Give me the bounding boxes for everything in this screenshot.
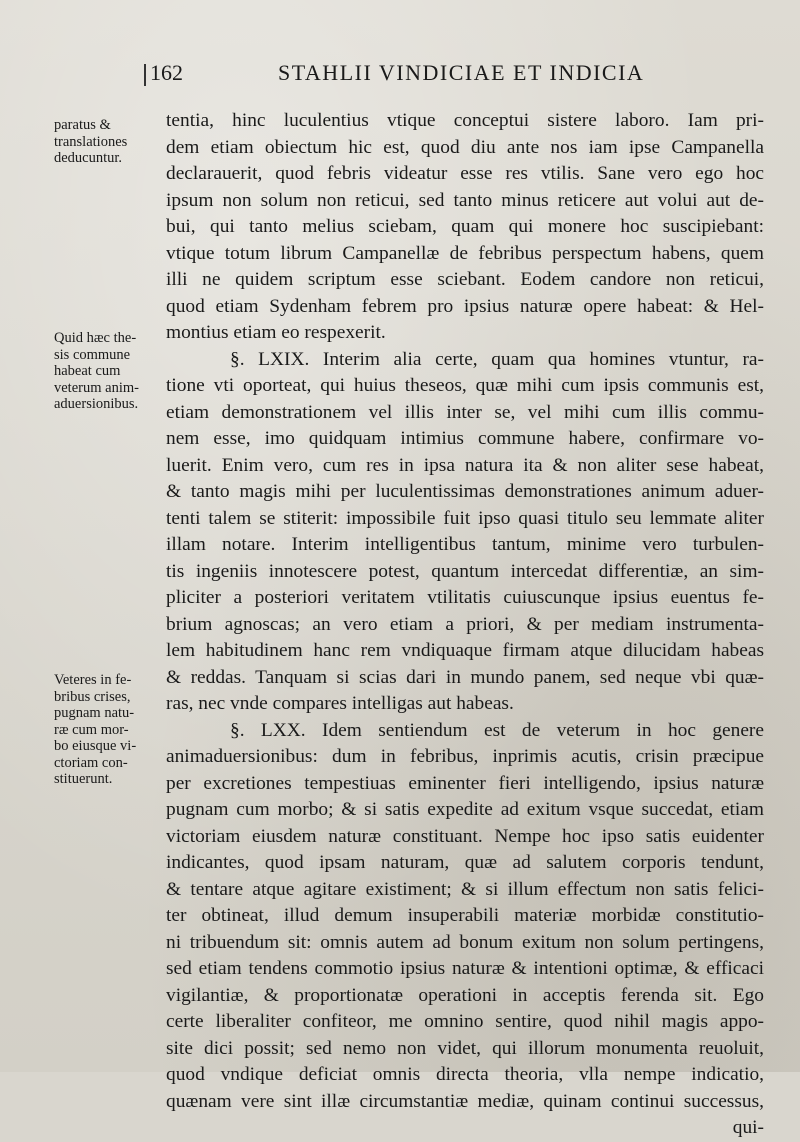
text-line: illi ne quidem scriptum esse sciebant. Eodem candore non reticui, [166,269,764,290]
text-line: ras, nec vnde compares intelligas aut habeas. [166,693,514,714]
text-line: indicantes, quod ipsam naturam, quæ ad salutem corporis tendunt, [166,852,764,873]
body-text [166,108,764,1142]
running-head: STAHLII VINDICIAE ET INDICIA [278,60,645,85]
text-line: etiam demonstrationem vel illis inter se, vel mihi cum illis commu- [166,401,764,423]
text-line: & tentare atque agitare existiment; & si illum effectum non satis felici- [166,878,764,900]
text-line: montius etiam eo respexerit. [166,322,386,343]
text-line: tione vti oporteat, qui huius theseos, quæ mihi cum ipsis communis est, [166,375,764,396]
text-line: pugnam cum morbo; & si satis expedite ad exitum vsque succedat, etiam [166,799,764,820]
text-line: certe liberaliter confiteor, me omnino sentire, quod nihil magis appo- [166,1011,764,1032]
margin-rule [144,64,146,86]
text-line: & tanto magis mihi per luculentissimas demonstrationes animum aduer- [166,481,764,502]
text-line: pliciter a posteriori veritatem vtilitatis cuiuscunque ipsius euentus fe- [166,587,764,608]
text-line: sed etiam tendens commotio ipsius naturæ & intentioni optimæ, & efficaci [166,958,764,979]
text-line: qui- [732,1117,764,1138]
text-line: tentia, hinc luculentius vtique conceptui sistere laboro. Iam pri- [166,110,764,131]
text-line: ni tribuendum sit: omnis autem ad bonum exitum non solum pertingens, [166,931,764,953]
text-line: & reddas. Tanquam si scias dari in mundo panem, sed neque vbi quæ- [166,666,764,688]
margin-note-3: Veteres in fe- bribus crises, pugnam natu- ræ cum mor- bo eiusque vi- ctoriam con- stituerunt. [54,672,137,787]
text-line: brium agnoscas; an vero etiam a priori, & per mediam instrumenta- [166,613,764,635]
margin-note-2: Quid hæc the- sis commune habeat cum veterum anim- aduersionibus. [54,330,139,412]
text-line: tis ingeniis innotescere potest, quantum intercedat differentiæ, an sim- [166,560,764,582]
text-line: luerit. Enim vero, cum res in ipsa natura ita & non aliter sese habeat, [166,454,764,476]
text-line: dem etiam obiectum hic est, quod diu ante nos iam ipse Campanella [166,136,764,158]
text-line: quænam vere sint illæ circumstantiæ mediæ, quinam continui successus, [166,1090,764,1112]
text-line: declarauerit, quod febris videatur esse res vtilis. Sane vero ego hoc [166,163,764,184]
text-line: bui, qui tanto melius sciebam, quam qui monere hoc suscipiebant: [166,216,764,237]
text-line: animaduersionibus: dum in febribus, inprimis acutis, crisin præcipue [166,746,764,767]
text-line: vtique totum librum Campanellæ de febribus perspectum habens, quem [166,242,764,264]
text-line: §. LXX. Idem sentiendum est de veterum in hoc genere [230,719,764,741]
text-line: site dici possit; sed nemo non videt, qui illorum monumenta reuoluit, [166,1037,764,1059]
page-header [150,56,710,90]
text-line: §. LXIX. Interim alia certe, quam qua homines vtuntur, ra- [230,348,764,370]
text-line: per excretiones tempestiuas eminenter fieri intelligendo, ipsius naturæ [166,772,764,794]
page-number: 162 [150,60,183,85]
text-line: quod etiam Sydenham febrem pro ipsius naturæ opere habeat: & Hel- [166,295,764,317]
text-line: victoriam eiusdem naturæ constituant. Nempe hoc ipso satis euidenter [166,825,764,847]
margin-note-1: paratus & translationes deducuntur. [54,117,128,166]
text-line: vigilantiæ, & proportionatæ operationi in acceptis ferenda sit. Ego [166,984,764,1006]
text-line: tenti talem se stiterit: impossibile fuit ipso quasi titulo seu lemmate aliter [166,507,764,529]
text-line: quod vndique deficiat omnis directa theoria, vlla nempe indicatio, [166,1064,764,1085]
text-line: ipsum non solum non reticui, sed tanto minus reticere aut volui aut de- [166,189,764,211]
text-line: nem esse, imo quidquam intimius commune habere, confirmare vo- [166,428,764,449]
text-line: lem habitudinem hanc rem vndiquaque firmam atque dilucidam habeas [166,640,764,661]
text-line: ter obtineat, illud demum insuperabili materiæ morbidæ constitutio- [166,905,764,926]
text-line: illam notare. Interim intelligentibus tantum, minime vero turbulen- [166,534,764,555]
